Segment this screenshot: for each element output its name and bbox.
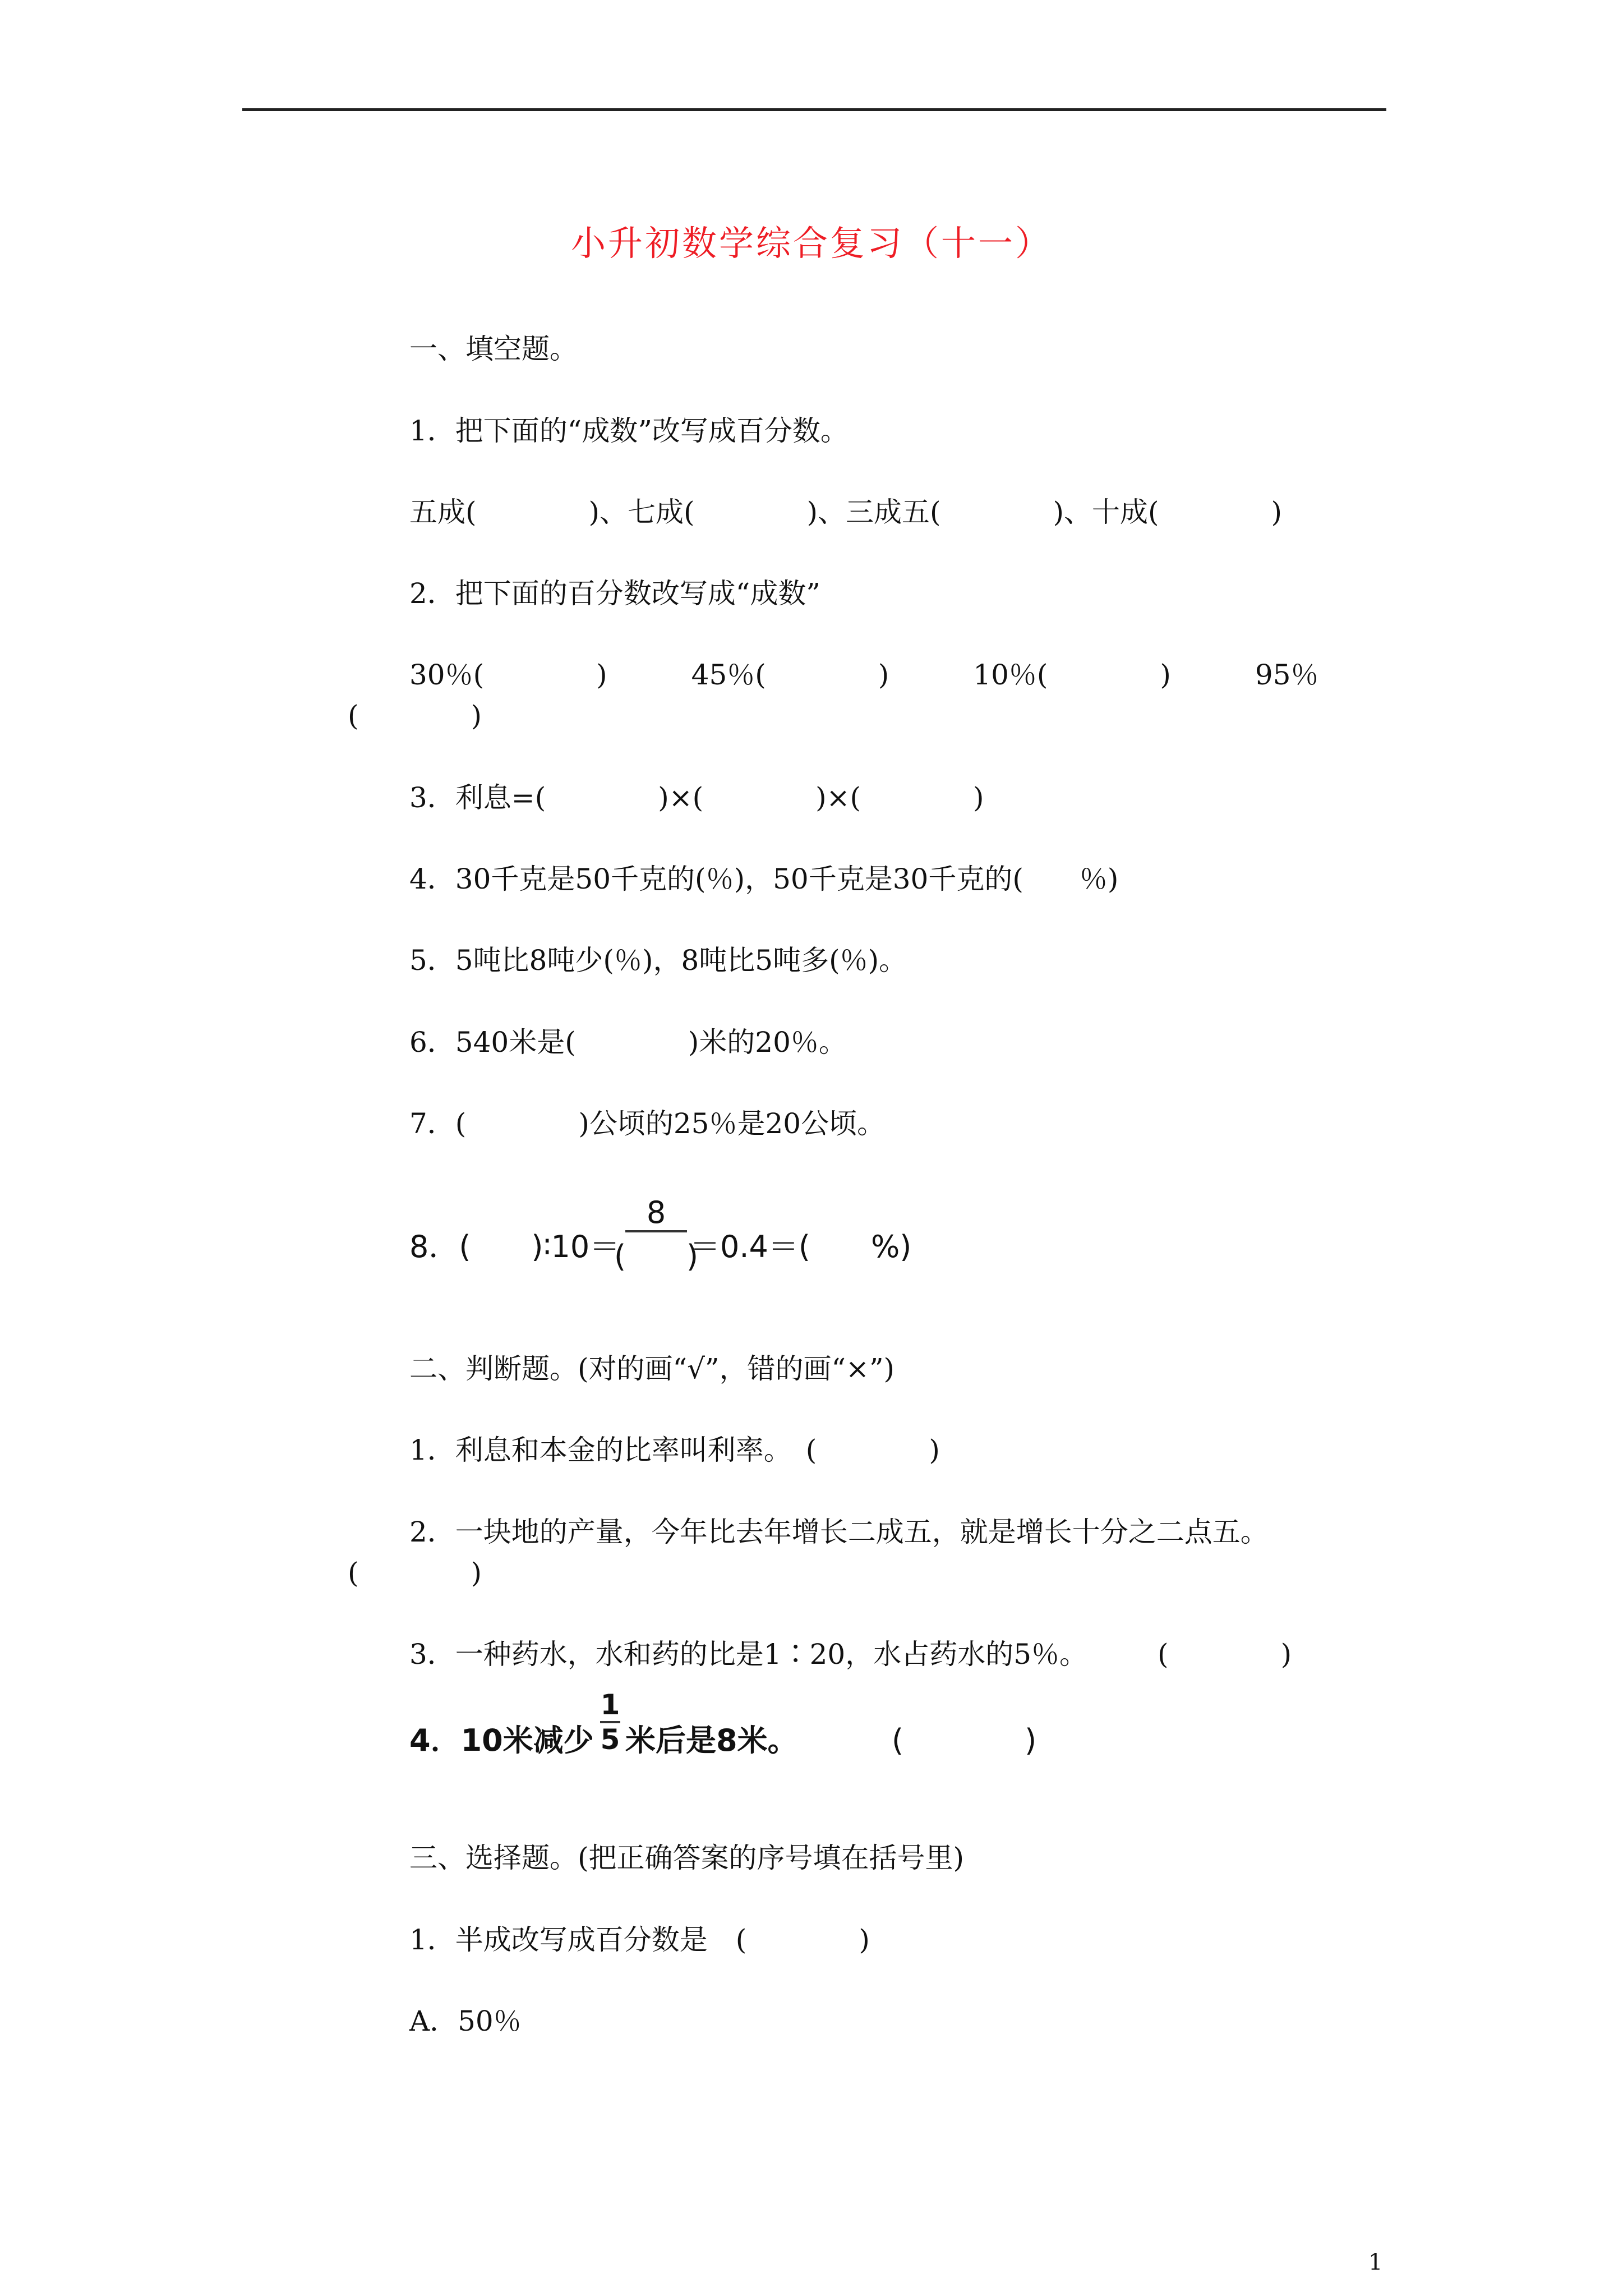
s2-question-2: 2．一块地的产量，今年比去年增长二成五，就是增长十分之二点五。 [409,1516,1269,1548]
q8-denominator: ( ) [614,1239,699,1274]
q4-fraction [599,1688,621,1756]
s2-question-1: 1．利息和本金的比率叫利率。 ( ) [409,1434,940,1466]
s1-question-2-blanks-wrap: ( ) [348,700,482,732]
s2-question-2-wrap: ( ) [348,1557,482,1589]
s1-question-2: 2．把下面的百分数改写成“成数” [409,577,820,610]
s1-question-6: 6．540米是( )米的20％。 [409,1026,847,1059]
q4-denominator: 5 [600,1723,620,1756]
q4-blank: ( ) [892,1723,1037,1758]
s2-question-3: 3．一种药水，水和药的比是1∶20，水占药水的5％。 ( ) [409,1638,1292,1671]
q8-fraction [614,1195,699,1276]
page-title: 小升初数学综合复习（十一） [570,223,1052,264]
s1-question-3: 3．利息=( )×( )×( ) [409,781,984,814]
q4-numerator: 1 [600,1688,620,1721]
q4-lead: 4．10米减少 [409,1723,594,1758]
s1-question-7: 7．( )公顷的25％是20公顷。 [409,1107,886,1140]
s1-question-2-blanks: 30％( ) 45％( ) 10％( ) 95％ [409,659,1319,691]
page-number: 1 [1368,2249,1383,2275]
s3-option-a: A．50％ [409,2005,522,2037]
section2-heading: 二、判断题。(对的画“√”，错的画“×”) [409,1352,895,1385]
s1-question-5: 5．5吨比8吨少(％)，8吨比5吨多(％)。 [409,944,907,977]
s3-question-1: 1．半成改写成百分数是 ( ) [409,1924,870,1956]
s1-question-1-blanks: 五成( )、七成( )、三成五( )、十成( ) [409,496,1283,528]
section1-heading: 一、填空题。 [409,333,578,365]
q4-tail: 米后是8米。 [625,1723,798,1758]
s1-question-1: 1．把下面的“成数”改写成百分数。 [409,415,849,447]
header-rule [242,108,1386,111]
q8-lead: 8．( )∶10＝ [409,1229,620,1264]
section3-heading: 三、选择题。(把正确答案的序号填在括号里) [409,1842,965,1874]
s1-question-4: 4．30千克是50千克的(％)，50千克是30千克的( ％) [409,863,1119,895]
q8-numerator: 8 [646,1195,666,1230]
q8-tail: ＝0.4＝( %) [690,1229,912,1264]
